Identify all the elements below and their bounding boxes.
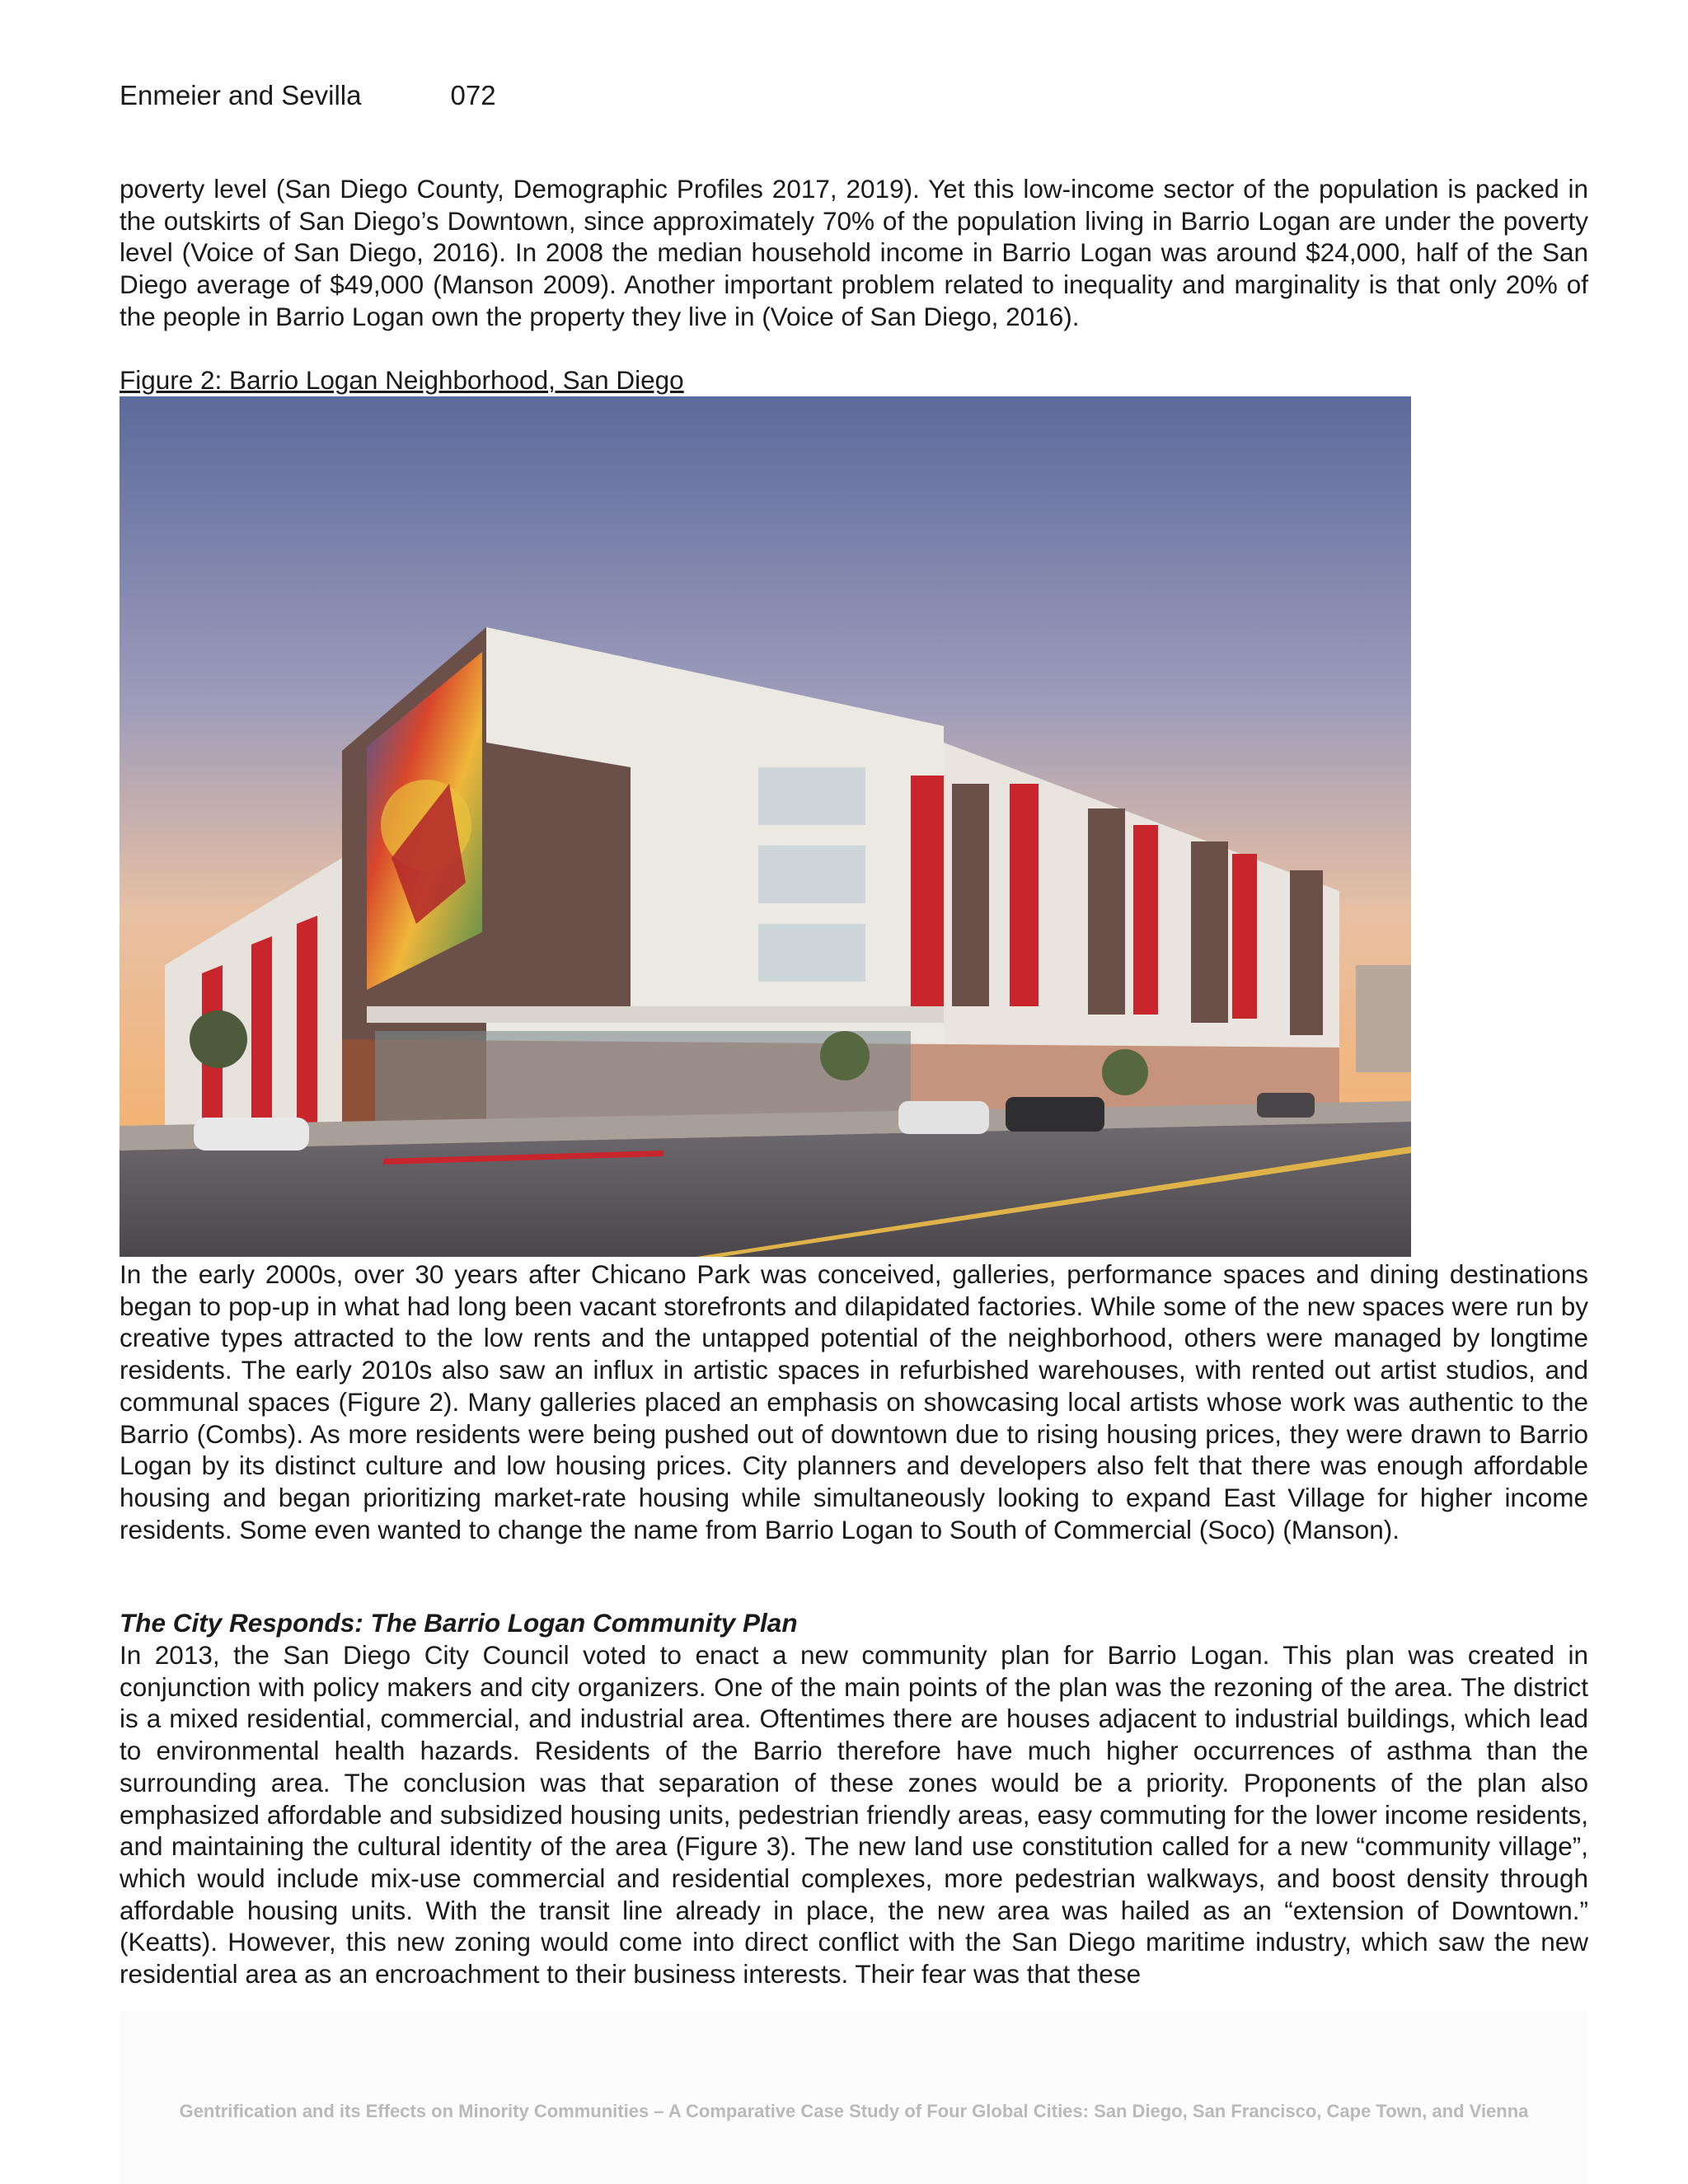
figure-caption: Figure 2: Barrio Logan Neighborhood, San Diego (120, 365, 684, 395)
header-authors: Enmeier and Sevilla (120, 80, 362, 110)
body-paragraph-3: In 2013, the San Diego City Council voted to enact a new community plan for Barrio Logan. This plan was created in conjunction with policy makers and city organizers. One of the main points of the plan was the rezoning of the area. The district is a mixed residential, commercial, and industrial area. Oftentimes there are houses adjacent to industrial buildings, which lead to environmental health hazards. Residents of the Barrio therefore have much higher occurrences of asthma than the surrounding area. The conclusion was that separation of these zones would be a priority. Proponents of the plan also emphasized affordable and subsidized housing units, pedestrian friendly areas, easy commuting for the lower income residents, and maintaining the cultural identity of the area (Figure 3). The new land use constitution called for a new “community village”, which would include mix-use commercial and residential complexes, more pedestrian walkways, and boost density through affordable housing units. With the transit line already in place, the new area was hailed as an “extension of Downtown.” (Keatts). However, this new zoning would come into direct conflict with the San Diego maritime industry, which saw the new residential area as an encroachment to their business interests. Their fear was that these (120, 1640, 1588, 1990)
footer-band (120, 2011, 1588, 2184)
section-heading: The City Responds: The Barrio Logan Community Plan (120, 1608, 798, 1638)
body-paragraph-2: In the early 2000s, over 30 years after Chicano Park was conceived, galleries, performance spaces and dining destinations began to pop-up in what had long been vacant storefronts and dilapidated factories. While some of the new spaces were run by creative types attracted to the low rents and the untapped potential of the neighborhood, others were managed by longtime residents. The early 2010s also saw an influx in artistic spaces in refurbished warehouses, with rented out artist studios, and communal spaces (Figure 2). Many galleries placed an emphasis on showcasing local artists whose work was authentic to the Barrio (Combs). As more residents were being pushed out of downtown due to rising housing prices, they were drawn to Barrio Logan by its distinct culture and low housing prices. City planners and developers also felt that there was enough affordable housing and began prioritizing market-rate housing while simultaneously looking to expand East Village for higher income residents. Some even wanted to change the name from Barrio Logan to South of Commercial (Soco) (Manson). (120, 1259, 1588, 1544)
page-footer: Gentrification and its Effects on Minority Communities – A Comparative Case Study of Four Global Cities: San Diego, San Francisco, Cape Town, and Vienna (179, 2101, 1529, 2121)
page-header (120, 79, 496, 112)
building-photo-illustration (120, 396, 1411, 1257)
figure-photo (120, 396, 1411, 1257)
body-paragraph-1: poverty level (San Diego County, Demographic Profiles 2017, 2019). Yet this low-income sector of the population is packed in the outskirts of San Diego’s Downtown, since approximately 70% of the population living in Barrio Logan are under the poverty level (Voice of San Diego, 2016). In 2008 the median household income in Barrio Logan was around $24,000, half of the San Diego average of $49,000 (Manson 2009). Another important problem related to inequality and marginality is that only 20% of the people in Barrio Logan own the property they live in (Voice of San Diego, 2016). (120, 174, 1588, 331)
header-page-number: 072 (450, 80, 496, 110)
